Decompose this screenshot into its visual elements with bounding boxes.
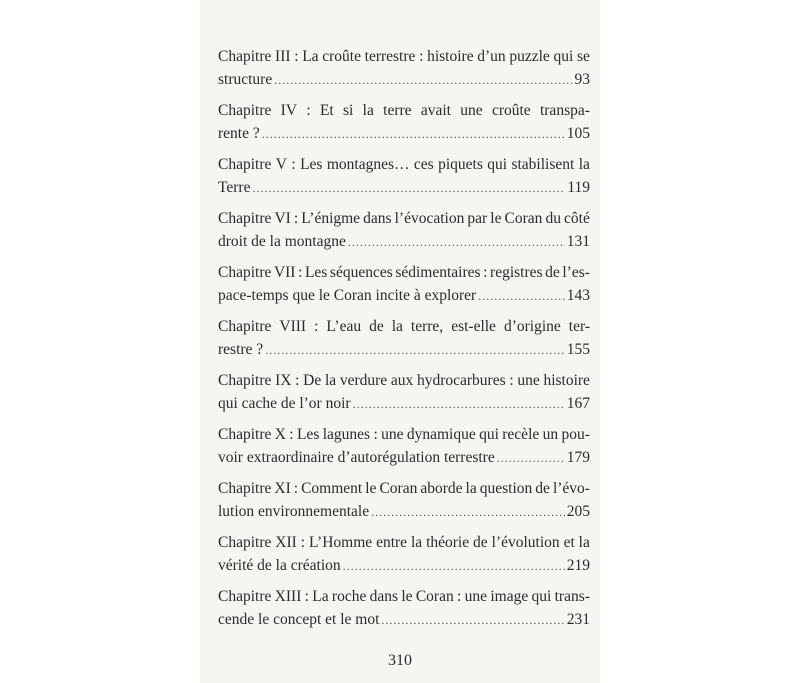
- title-word: le: [490, 210, 502, 227]
- title-word: l’évocation: [394, 210, 465, 227]
- title-word: puzzle: [509, 48, 550, 65]
- title-word: :: [291, 156, 296, 173]
- title-word: théorie: [426, 534, 470, 551]
- title-word: Chapitre: [218, 372, 272, 389]
- toc-entry-title: [218, 154, 590, 177]
- title-word: Les: [300, 156, 323, 173]
- table-of-contents: [218, 46, 590, 640]
- title-word: par: [467, 210, 488, 227]
- title-word: la: [391, 318, 403, 335]
- toc-entry: [218, 370, 590, 415]
- title-word: Chapitre: [218, 480, 272, 497]
- toc-entry-page: 205: [566, 502, 590, 520]
- toc-entry-continuation: vérité de la création: [218, 556, 341, 574]
- toc-entry-page: 219: [566, 556, 590, 574]
- toc-entry-title: [218, 46, 590, 69]
- title-word: la: [362, 102, 374, 119]
- toc-entry-page: 231: [566, 610, 590, 628]
- title-word: lagunes: [322, 426, 371, 443]
- title-word: pou-: [561, 426, 590, 443]
- title-word: :: [293, 480, 299, 497]
- title-word: l’évolution: [491, 534, 560, 551]
- title-word: dans: [369, 588, 399, 605]
- title-word: la: [410, 534, 423, 551]
- page-number: 310: [388, 652, 412, 669]
- toc-entry-continuation: voir extraordinaire d’autorégulation terrestre: [218, 448, 495, 466]
- toc-entry: [218, 208, 590, 253]
- title-word: Chapitre: [218, 318, 272, 335]
- title-word: :: [298, 264, 303, 281]
- title-word: :: [483, 264, 488, 281]
- title-word: Coran: [504, 210, 543, 227]
- toc-entry: [218, 424, 590, 469]
- title-word: L’énigme: [301, 210, 361, 227]
- title-word: est-elle: [451, 318, 496, 335]
- title-word: Chapitre: [218, 156, 272, 173]
- title-word: L’Homme: [308, 534, 373, 551]
- title-word: IV: [280, 102, 298, 119]
- title-word: ter-: [568, 318, 590, 335]
- title-word: XIII: [274, 588, 302, 605]
- toc-entry: [218, 100, 590, 145]
- title-word: X: [274, 426, 286, 443]
- title-word: aborde: [420, 480, 463, 497]
- title-word: séquences: [329, 264, 393, 281]
- title-word: XII: [275, 534, 297, 551]
- title-word: entre: [376, 534, 408, 551]
- title-word: terre,: [410, 318, 444, 335]
- title-word: du: [545, 210, 561, 227]
- toc-entry: [218, 586, 590, 631]
- title-word: l’évo-: [552, 480, 590, 497]
- title-word: aux: [390, 372, 414, 389]
- title-word: la: [578, 534, 590, 551]
- title-word: :: [457, 588, 462, 605]
- title-word: V: [275, 156, 287, 173]
- title-word: le: [365, 480, 377, 497]
- dot-leader: [478, 285, 565, 308]
- title-word: III: [275, 48, 291, 65]
- title-word: :: [294, 48, 299, 65]
- title-word: Chapitre: [218, 48, 272, 65]
- toc-entry: [218, 478, 590, 523]
- toc-entry-page: 93: [574, 70, 590, 88]
- title-word: :: [289, 426, 294, 443]
- title-word: croûte: [322, 48, 361, 65]
- toc-entry-title: [218, 208, 590, 231]
- title-word: dans: [363, 210, 392, 227]
- title-word: la: [324, 372, 337, 389]
- title-word: une: [460, 102, 483, 119]
- title-word: De: [303, 372, 322, 389]
- toc-entry: [218, 154, 590, 199]
- toc-entry-page: 119: [567, 178, 590, 196]
- toc-entry-title: [218, 424, 590, 447]
- title-word: registres: [490, 264, 543, 281]
- title-word: un: [542, 426, 559, 443]
- toc-entry-page: 155: [566, 340, 590, 358]
- title-word: d’un: [477, 48, 506, 65]
- dot-leader: [265, 339, 565, 362]
- toc-entry-page: 143: [566, 286, 590, 304]
- title-word: la: [465, 480, 477, 497]
- title-word: Les: [304, 264, 328, 281]
- title-word: Coran: [379, 480, 418, 497]
- title-word: de: [473, 534, 488, 551]
- toc-entry-continuation: Terre: [218, 178, 251, 196]
- title-word: de: [545, 264, 560, 281]
- title-word: une: [464, 588, 488, 605]
- toc-entry-continuation: structure: [218, 70, 273, 88]
- toc-entry-continuation: droit de la montagne: [218, 232, 346, 250]
- toc-entry-title: [218, 478, 590, 501]
- title-word: XI: [274, 480, 291, 497]
- title-word: trans-: [554, 588, 590, 605]
- title-word: Chapitre: [218, 588, 272, 605]
- title-word: Chapitre: [218, 534, 272, 551]
- title-word: VII: [273, 264, 296, 281]
- title-word: roche: [331, 588, 367, 605]
- toc-entry-title: [218, 316, 590, 339]
- dot-leader: [343, 555, 565, 578]
- title-word: côté: [564, 210, 590, 227]
- toc-entry-page: 131: [566, 232, 590, 250]
- title-word: une: [381, 426, 404, 443]
- toc-entry-page: 105: [566, 124, 590, 142]
- title-word: qui: [553, 48, 574, 65]
- title-word: terrestre: [364, 48, 416, 65]
- dot-leader: [497, 447, 565, 470]
- title-word: qui: [487, 156, 508, 173]
- dot-leader: [262, 123, 565, 146]
- title-word: avait: [420, 102, 451, 119]
- title-word: recèle: [502, 426, 540, 443]
- title-word: de: [535, 480, 550, 497]
- title-word: :: [306, 102, 311, 119]
- toc-entry-continuation: restre ?: [218, 340, 264, 358]
- toc-entry-continuation: rente ?: [218, 124, 260, 142]
- title-word: dynamique: [406, 426, 476, 443]
- toc-entry-continuation: cende le concept et le mot: [218, 610, 380, 628]
- title-word: question: [479, 480, 533, 497]
- title-word: Chapitre: [218, 102, 272, 119]
- toc-entry-continuation: qui cache de l’or noir: [218, 394, 351, 412]
- title-word: :: [295, 372, 300, 389]
- toc-entry-title: [218, 262, 590, 285]
- title-word: Coran: [415, 588, 454, 605]
- title-word: :: [509, 372, 514, 389]
- title-word: verdure: [339, 372, 388, 389]
- dot-leader: [381, 609, 564, 632]
- title-word: Chapitre: [218, 426, 272, 443]
- toc-entry-title: [218, 586, 590, 609]
- title-word: transpa-: [539, 102, 590, 119]
- toc-entry-continuation: pace-temps que le Coran incite à explorer: [218, 286, 477, 304]
- title-word: qui: [531, 588, 552, 605]
- title-word: piquets: [438, 156, 483, 173]
- title-word: ces: [413, 156, 434, 173]
- title-word: et: [563, 534, 575, 551]
- title-word: L’eau: [326, 318, 362, 335]
- toc-entry: [218, 532, 590, 577]
- title-word: :: [419, 48, 424, 65]
- title-word: VIII: [279, 318, 307, 335]
- toc-entry: [218, 262, 590, 307]
- title-word: une: [517, 372, 540, 389]
- title-word: Chapitre: [218, 264, 272, 281]
- title-word: :: [293, 210, 299, 227]
- title-word: de: [369, 318, 384, 335]
- toc-entry-page: 179: [566, 448, 590, 466]
- dot-leader: [274, 69, 572, 92]
- title-word: qui: [479, 426, 499, 443]
- title-word: l’es-: [562, 264, 590, 281]
- title-word: La: [302, 48, 319, 65]
- title-word: :: [373, 426, 378, 443]
- toc-entry-title: [218, 100, 590, 123]
- dot-leader: [348, 231, 565, 254]
- toc-entry-title: [218, 370, 590, 393]
- title-word: Les: [296, 426, 320, 443]
- title-word: Et: [319, 102, 334, 119]
- title-word: histoire: [543, 372, 590, 389]
- title-word: IX: [275, 372, 292, 389]
- title-word: Comment: [301, 480, 363, 497]
- toc-entry: [218, 46, 590, 91]
- title-word: montagnes…: [326, 156, 410, 173]
- title-word: :: [300, 534, 306, 551]
- title-word: croûte: [491, 102, 531, 119]
- toc-entry-title: [218, 532, 590, 555]
- title-word: si: [343, 102, 354, 119]
- dot-leader: [252, 177, 565, 200]
- title-word: VI: [274, 210, 291, 227]
- title-word: Chapitre: [218, 210, 272, 227]
- title-word: hydrocarbures: [416, 372, 506, 389]
- title-word: stabilisent: [511, 156, 575, 173]
- title-word: :: [314, 318, 319, 335]
- dot-leader: [353, 393, 565, 416]
- toc-entry-continuation: lution environnementale: [218, 502, 370, 520]
- title-word: histoire: [427, 48, 474, 65]
- title-word: se: [576, 48, 590, 65]
- title-word: terre: [383, 102, 412, 119]
- title-word: sédimentaires: [395, 264, 481, 281]
- title-word: :: [304, 588, 309, 605]
- title-word: la: [578, 156, 590, 173]
- title-word: le: [401, 588, 413, 605]
- dot-leader: [371, 501, 565, 524]
- title-word: La: [312, 588, 329, 605]
- toc-entry: [218, 316, 590, 361]
- toc-entry-page: 167: [566, 394, 590, 412]
- title-word: image: [490, 588, 529, 605]
- title-word: d’origine: [503, 318, 561, 335]
